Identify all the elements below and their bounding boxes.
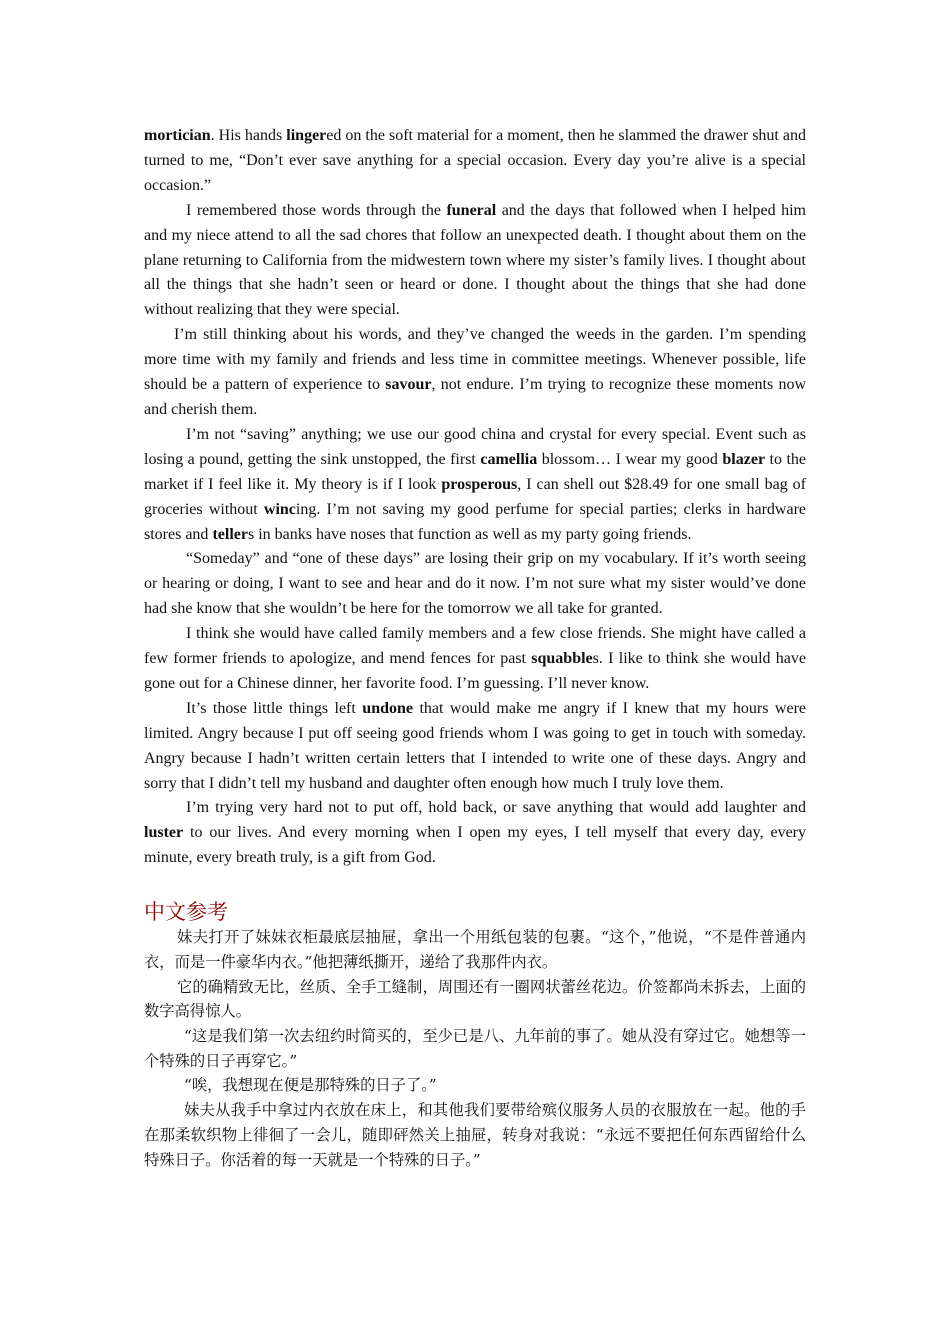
vocab-word: camellia: [480, 450, 538, 468]
paragraph: [144, 124, 806, 199]
text-span: I think she would have called family members and a few close friends. She might have called a few former friends to apologize, and mend fences for past: [144, 625, 806, 668]
text-span: s in banks have noses that function as well as my party going friends.: [247, 525, 692, 543]
text-span: I’m still thinking about his words, and they’ve changed the weeds in the garden. I’m spending more time with my family and friends and less time in committee meetings. Whenever possible, life should be a pattern of experience to: [144, 326, 806, 394]
vocab-word: blazer: [722, 450, 766, 468]
text-span: ing. I’m not saving my good perfume for special parties; clerks in hardware stores and: [144, 500, 806, 543]
vocab-word: funeral: [446, 201, 497, 219]
paragraph: [144, 547, 806, 622]
vocab-word: linger: [286, 127, 327, 144]
chinese-paragraph: 它的确精致无比，丝质、全手工缝制，周围还有一圈网状蕾丝花边。价签都尚未拆去，上面的数字高得惊人。: [144, 977, 806, 1021]
text-span: , I can shell out $28.49 for one small bag of groceries without: [144, 475, 807, 518]
document-page: [144, 124, 806, 1172]
chinese-paragraph: “这是我们第一次去纽约时简买的，至少已是八、九年前的事了。她从没有穿过它。她想等一个特殊的日子再穿它。”: [144, 1027, 806, 1070]
paragraph: [144, 423, 806, 548]
paragraph: [144, 697, 806, 797]
paragraph: [144, 323, 806, 423]
text-span: I’m trying very hard not to put off, hold back, or save anything that would add laughter and: [186, 799, 806, 817]
chinese-paragraph: 妹夫打开了妹妹衣柜最底层抽屉，拿出一个用纸包装的包裹。“这个，”他说，“不是件普通内衣，而是一件豪华内衣。”他把薄纸撕开，递给了我那件内衣。: [144, 928, 806, 971]
vocab-word: squabble: [531, 650, 593, 668]
chinese-text: [144, 925, 806, 1172]
text-span: blossom… I wear my good: [537, 450, 723, 468]
vocab-word: undone: [362, 699, 413, 717]
vocab-word: savour: [385, 376, 432, 394]
text-span: to the market if I feel like it. My theory is if I look: [144, 450, 807, 493]
vocab-word: prosperous: [441, 475, 518, 493]
text-span: I remembered those words through the: [186, 201, 447, 219]
text-span: . His hands: [210, 127, 287, 144]
text-span: I’m not “saving” anything; we use our good china and crystal for every special. Event such as losing a pound, getting the sink unstopped, the first: [144, 425, 806, 468]
vocab-word: teller: [212, 525, 248, 543]
text-span: to our lives. And every morning when I open my eyes, I tell myself that every day, every minute, every breath truly, is a gift from God.: [144, 824, 806, 867]
text-span: s. I like to think she would have gone out for a Chinese dinner, her favorite food. I’m guessing. I’ll never know.: [144, 650, 806, 692]
chinese-paragraph: “唉，我想现在便是那特殊的日子了。”: [184, 1076, 437, 1095]
vocab-word: mortician: [144, 127, 211, 144]
paragraph: [144, 796, 806, 871]
english-text: [144, 124, 806, 871]
vocab-word: luster: [144, 824, 184, 842]
text-span: ed on the soft material for a moment, then he slammed the drawer shut and turned to me, “Don’t ever save anything for a special occasion. Every day you’re alive is a special occasion.”: [144, 127, 806, 194]
text-span: It’s those little things left: [186, 699, 363, 717]
text-span: , not endure. I’m trying to recognize these moments now and cherish them.: [144, 376, 807, 418]
paragraph: [144, 199, 806, 324]
text-span: that would make me angry if I knew that my hours were limited. Angry because I put off seeing good friends whom I was going to get in touch with someday. Angry because I hadn’t written certain letters that I intended to write one of these days. Angry and sorry that I didn’t tell my husband and daughter often enough how much I truly love them.: [144, 699, 807, 792]
text-span: “Someday” and “one of these days” are losing their grip on my vocabulary. If it’s worth seeing or hearing or doing, I want to see and hear and do it now. I’m not sure what my sister would’ve done had she know that she wouldn’t be here for the tomorrow we all take for granted.: [144, 550, 806, 618]
text-span: and the days that followed when I helped him and my niece attend to all the sad chores that follow an unexpected death. I thought about them on the plane returning to California from the midwestern town where my sister’s family lives. I thought about all the things that she hadn’t seen or heard or done. I thought about the things that she had done without realizing that they were special.: [144, 201, 807, 319]
paragraph: [144, 622, 806, 697]
vocab-word: winc: [263, 500, 296, 518]
chinese-reference-heading: 中文参考: [144, 900, 228, 925]
chinese-paragraph: 妹夫从我手中拿过内衣放在床上，和其他我们要带给殡仪服务人员的衣服放在一起。他的手在那柔软织物上徘徊了一会儿，随即砰然关上抽屉，转身对我说：“永远不要把任何东西留给什么特殊日子。你活着的每一天就是一个特殊的日子。”: [144, 1101, 806, 1169]
